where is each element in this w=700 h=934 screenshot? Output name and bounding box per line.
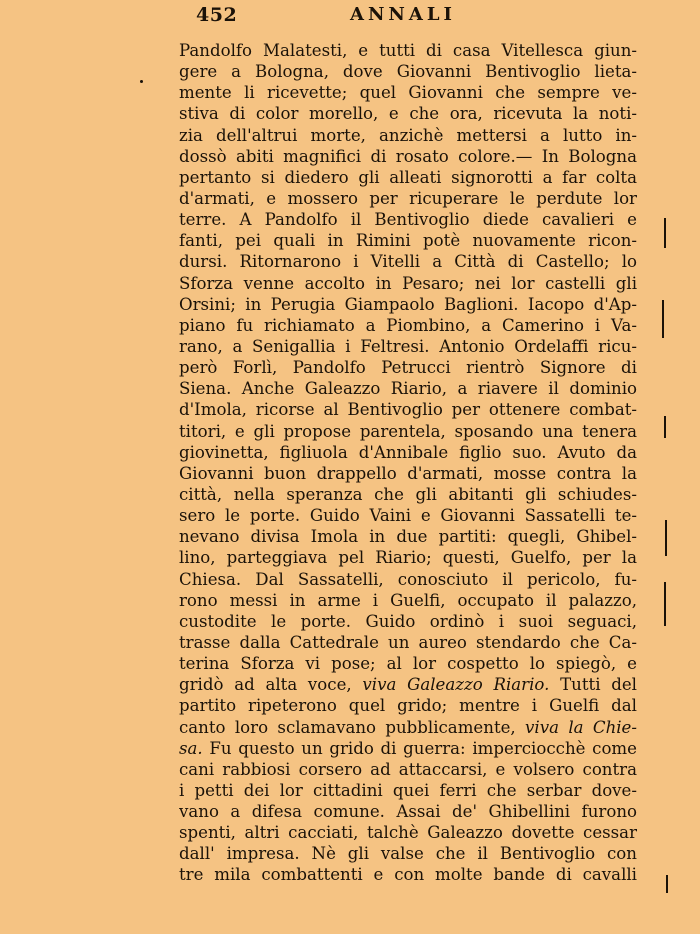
text-segment: Giovanni buon drappello d'armati, mosse contra la bbox=[179, 463, 637, 483]
text-segment: Orsini; in Perugia Giampaolo Baglioni. Iacopo d'Ap- bbox=[179, 294, 637, 314]
italic-text: viva Galeazzo Riario. bbox=[362, 675, 550, 695]
body-text bbox=[179, 40, 637, 886]
text-segment: Fu questo un grido di guerra: imperciocchè come bbox=[202, 738, 637, 758]
text-segment: però Forlì, Pandolfo Petrucci rientrò Signore di bbox=[179, 358, 637, 378]
text-line bbox=[179, 315, 637, 336]
text-line bbox=[179, 695, 637, 716]
text-line bbox=[179, 125, 637, 146]
text-line bbox=[179, 590, 637, 611]
text-segment: d'Imola, ricorse al Bentivoglio per ottenere combat- bbox=[179, 400, 637, 420]
text-segment: tre mila combattenti e con molte bande di cavalli bbox=[179, 865, 637, 885]
text-segment: lino, parteggiava pel Riario; questi, Guelfo, per la bbox=[179, 548, 637, 568]
text-line bbox=[179, 780, 637, 801]
text-segment: cani rabbiosi corsero ad attaccarsi, e volsero contra bbox=[179, 759, 637, 779]
text-segment: dursi. Ritornarono i Vitelli a Città di Castello; lo bbox=[179, 252, 637, 272]
margin-mark bbox=[664, 218, 666, 248]
text-line bbox=[179, 61, 637, 82]
text-segment: gridò ad alta voce, bbox=[179, 675, 363, 695]
text-line bbox=[179, 82, 637, 103]
margin-mark bbox=[662, 300, 664, 338]
text-segment: custodite le porte. Guido ordinò i suoi seguaci, bbox=[179, 611, 637, 631]
text-line bbox=[179, 294, 637, 315]
text-line bbox=[179, 421, 637, 442]
text-line bbox=[179, 463, 637, 484]
text-line bbox=[179, 801, 637, 822]
text-line bbox=[179, 738, 637, 759]
text-line bbox=[179, 378, 637, 399]
text-line bbox=[179, 653, 637, 674]
text-segment: spenti, altri cacciati, talchè Galeazzo dovette cessar bbox=[179, 823, 637, 843]
text-segment: giovinetta, figliuola d'Annibale figlio suo. Avuto da bbox=[179, 442, 637, 462]
page-number: 452 bbox=[196, 4, 238, 26]
text-line bbox=[179, 864, 637, 885]
running-title: ANNALI bbox=[350, 4, 456, 25]
text-segment: città, nella speranza che gli abitanti gli schiudes- bbox=[179, 484, 637, 504]
text-segment: Pandolfo Malatesti, e tutti di casa Vitellesca giun- bbox=[179, 41, 637, 60]
text-segment: Chiesa. Dal Sassatelli, conosciuto il pericolo, fu- bbox=[179, 569, 637, 589]
margin-mark bbox=[664, 416, 666, 438]
text-segment: dall' impresa. Nè gli valse che il Bentivoglio con bbox=[179, 844, 637, 864]
text-line bbox=[179, 843, 637, 864]
text-segment: rono messi in arme i Guelfi, occupato il palazzo, bbox=[179, 590, 637, 610]
text-line bbox=[179, 759, 637, 780]
text-line bbox=[179, 484, 637, 505]
margin-mark bbox=[665, 520, 667, 556]
text-segment: rano, a Senigallia i Feltresi. Antonio Ordelaffi ricu- bbox=[179, 336, 637, 356]
text-segment: fanti, pei quali in Rimini potè nuovamente ricon- bbox=[179, 231, 637, 251]
text-segment: stiva di color morello, e che ora, ricevuta la noti- bbox=[179, 104, 637, 124]
text-segment: d'armati, e mossero per ricuperare le perdute lor bbox=[179, 188, 637, 208]
text-segment: Tutti del bbox=[549, 675, 637, 695]
text-segment: dossò abiti magnifici di rosato colore.— In Bologna bbox=[179, 146, 637, 166]
text-segment: trasse dalla Cattedrale un aureo stendardo che Ca- bbox=[179, 632, 637, 652]
margin-mark bbox=[664, 582, 666, 626]
text-segment: nevano divisa Imola in due partiti: quegli, Ghibel- bbox=[179, 527, 637, 547]
text-segment: canto loro sclamavano pubblicamente, bbox=[179, 717, 526, 737]
text-segment: mente li ricevette; quel Giovanni che sempre ve- bbox=[179, 83, 637, 103]
text-line bbox=[179, 209, 637, 230]
text-line bbox=[179, 357, 637, 378]
text-line bbox=[179, 167, 637, 188]
text-line bbox=[179, 442, 637, 463]
text-line bbox=[179, 569, 637, 590]
text-line bbox=[179, 230, 637, 251]
text-line bbox=[179, 822, 637, 843]
text-segment: terina Sforza vi pose; al lor cospetto lo spiegò, e bbox=[179, 654, 637, 674]
italic-text: sa. bbox=[179, 738, 203, 758]
text-segment: Sforza venne accolto in Pesaro; nei lor castelli gli bbox=[179, 273, 637, 293]
page-header bbox=[196, 4, 636, 30]
text-segment: partito ripeterono quel grido; mentre i Guelfi dal bbox=[179, 696, 637, 716]
text-segment: i petti dei lor cittadini quei ferri che serbar dove- bbox=[179, 780, 637, 800]
italic-text: viva la Chie- bbox=[525, 717, 637, 737]
text-line bbox=[179, 273, 637, 294]
text-line bbox=[179, 251, 637, 272]
text-line bbox=[179, 547, 637, 568]
text-segment: zia dell'altrui morte, anzichè mettersi a lutto in- bbox=[179, 125, 637, 145]
text-line bbox=[179, 611, 637, 632]
text-line bbox=[179, 40, 637, 61]
text-segment: vano a difesa comune. Assai de' Ghibellini furono bbox=[179, 802, 637, 822]
text-segment: terre. A Pandolfo il Bentivoglio diede cavalieri e bbox=[179, 210, 637, 230]
text-line bbox=[179, 717, 637, 738]
text-line bbox=[179, 526, 637, 547]
text-segment: sero le porte. Guido Vaini e Giovanni Sassatelli te- bbox=[179, 506, 637, 526]
ink-speck bbox=[140, 80, 143, 83]
text-segment: titori, e gli propose parentela, sposando una tenera bbox=[179, 421, 637, 441]
text-line bbox=[179, 336, 637, 357]
text-line bbox=[179, 146, 637, 167]
text-line bbox=[179, 632, 637, 653]
text-segment: gere a Bologna, dove Giovanni Bentivoglio lieta- bbox=[179, 62, 637, 82]
text-segment: piano fu richiamato a Piombino, a Camerino i Va- bbox=[179, 315, 637, 335]
text-line bbox=[179, 188, 637, 209]
margin-mark bbox=[666, 875, 668, 893]
text-line bbox=[179, 674, 637, 695]
text-segment: Siena. Anche Galeazzo Riario, a riavere il dominio bbox=[179, 379, 637, 399]
text-segment: pertanto si diedero gli alleati signorotti a far colta bbox=[179, 167, 637, 187]
text-line bbox=[179, 505, 637, 526]
text-line bbox=[179, 399, 637, 420]
text-line bbox=[179, 103, 637, 124]
